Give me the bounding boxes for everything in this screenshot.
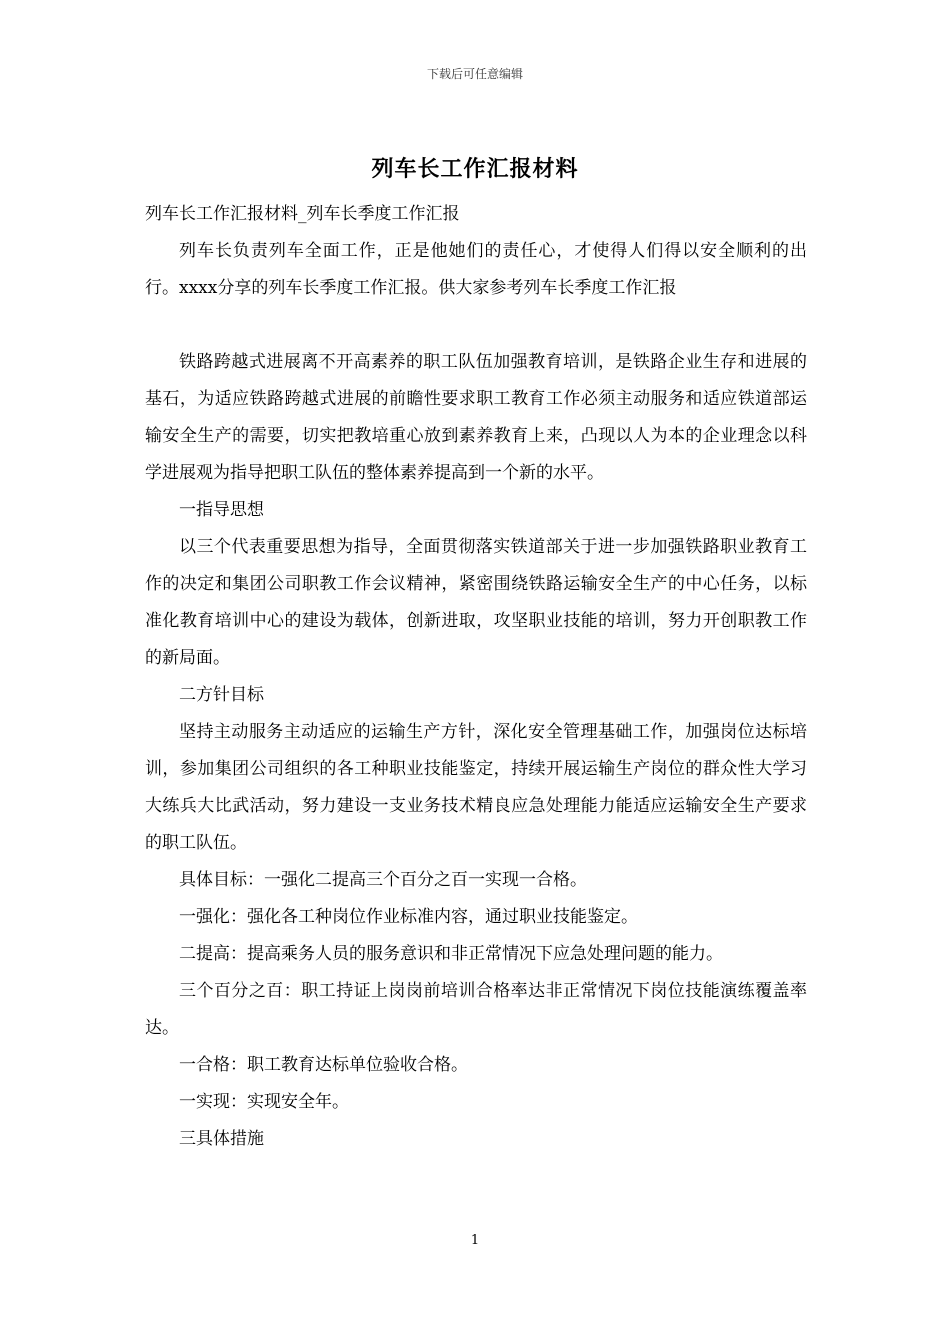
page-header-note: 下载后可任意编辑: [426, 67, 523, 81]
paragraph-one-strengthen: 一强化：强化各工种岗位作业标准内容，通过职业技能鉴定。: [179, 907, 638, 927]
document-subtitle: 列车长工作汇报材料_列车长季度工作汇报: [145, 204, 460, 224]
paragraph-policy-goals: 坚持主动服务主动适应的运输生产方针，深化安全管理基础工作，加强岗位达标培训，参加集团公司组织的各工种职业技能鉴定，持续开展运输生产岗位的群众性大学习大练兵大比武活动，努力建设一支业务技术精良应急处理能力能适应运输安全生产要求的职工队伍。: [145, 722, 807, 853]
page-number: 1: [470, 1233, 480, 1248]
section-heading-policy-goals: 二方针目标: [179, 685, 264, 705]
paragraph-background: 铁路跨越式进展离不开高素养的职工队伍加强教育培训，是铁路企业生存和进展的基石，为适应铁路跨越式进展的前瞻性要求职工教育工作必须主动服务和适应铁道部运输安全生产的需要，切实把教培重心放到素养教育上来，凸现以人为本的企业理念以科学进展观为指导把职工队伍的整体素养提高到一个新的水平。: [145, 352, 807, 483]
paragraph-one-realize: 一实现：实现安全年。: [179, 1092, 349, 1112]
paragraph-guiding-ideology: 以三个代表重要思想为指导，全面贯彻落实铁道部关于进一步加强铁路职业教育工作的决定和集团公司职教工作会议精神，紧密围绕铁路运输安全生产的中心任务，以标准化教育培训中心的建设为载体，创新进取，攻坚职业技能的培训，努力开创职教工作的新局面。: [145, 537, 807, 668]
paragraph-two-improve: 二提高：提高乘务人员的服务意识和非正常情况下应急处理问题的能力。: [179, 944, 723, 964]
paragraph-intro: 列车长负责列车全面工作，正是他她们的责任心，才使得人们得以安全顺利的出行。xxxx分享的列车长季度工作汇报。供大家参考列车长季度工作汇报: [145, 241, 807, 298]
section-heading-specific-measures: 三具体措施: [179, 1129, 264, 1149]
document-body: [145, 196, 807, 1158]
paragraph-specific-goals: 具体目标：一强化二提高三个百分之百一实现一合格。: [179, 870, 587, 890]
document-title: 列车长工作汇报材料: [371, 156, 579, 182]
paragraph-three-hundred-percent: 三个百分之百：职工持证上岗岗前培训合格率达非正常情况下岗位技能演练覆盖率达。: [145, 981, 807, 1038]
section-heading-guiding-ideology: 一指导思想: [179, 500, 264, 520]
paragraph-one-qualified: 一合格：职工教育达标单位验收合格。: [179, 1055, 468, 1075]
